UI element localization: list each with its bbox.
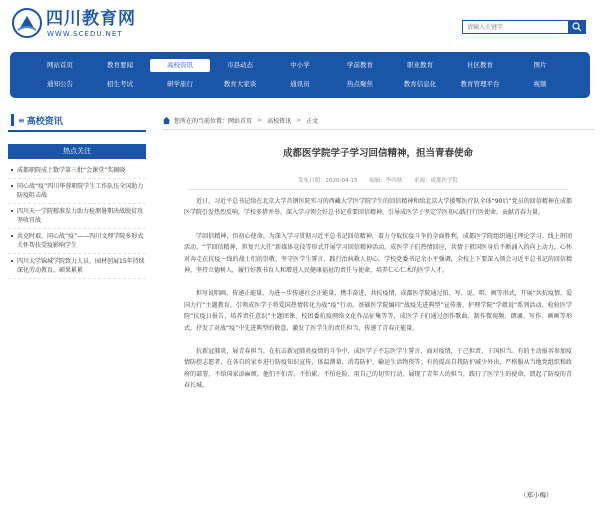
hot-topics-title: 热点关注 [8, 144, 146, 159]
search-button[interactable] [568, 20, 586, 34]
nav-item-school[interactable]: 中小学 [290, 61, 310, 69]
nav-item-news[interactable]: 教育要闻 [107, 61, 133, 69]
breadcrumb-home-link[interactable]: 网站首页 [228, 118, 253, 125]
article-paragraph: 近日，习近平总书记给在北京大学首钢医院实习的西藏大学医学院学生的回信精神和给北京大学援鄂医疗队全体“90后”党员的回信精神在成都医学院引发热烈反响，学校多措并举，深入学习领会好总书记重要回信精神，引导成医学子坚定学医初心践行行医使命，贡献青春力量。 [184, 198, 572, 217]
hot-topic-link[interactable]: 共克时艰，同心战“疫”——四川文理学院多形式关怀帮扶受疫影响学生 [8, 229, 146, 254]
hot-topics-list [8, 159, 146, 279]
sidebar-section-header [8, 110, 146, 132]
breadcrumb-separator-icon: > [296, 117, 302, 124]
site-header [0, 0, 600, 50]
search-input[interactable] [462, 20, 568, 34]
article-paragraph: 学回信精神，悟初心使命。为深入学习贯彻习近平总书记回信精神，着力夺取抗疫斗争的全面胜利，成都医学院组织通过理论学习、线上班团活动、“学回信精神，担复兴大任”新媒体竞技等形式开展学习回信精神活动。成医学子们热情回应，共情于祖国医身后不断涌入的向上动力，心怀对奔走在抗疫一线的战士们的崇敬，坚守医学生誓言，践行治病救人初心。学校党委书记余小平强调，全校上下要深入领会习近平总书记的回信精神，坚持立德树人，履行好教书育人和增进人民健康福祉的责任与使命，培养仁心仁术的医学人才。 [184, 232, 572, 275]
list-icon: ≡ [18, 115, 25, 125]
article-paragraph: 担写说唱画，传递正能量。为进一步传递社会正能量，携手奋进，共抗疫情，成都医学院通过拍、写、说、唱、画等形式，开展“共抗疫情、爱国力行”主题教育，引领成医学子将爱国热情转化为战“疫”行动。基础医学院编印“战疫先进典型”宣传册、护理学院“学姐说”系列活动、检验医学院“抗疫日报告，培养责任意识”主题团课、校团委抗疫网络文化作品征集等等，成医学子们通过创作歌曲、制作微视频、朗诵、写作、画画等形式，抒发了对战“疫”中先进典型的敬意，激发了医学生的责任担当，传递了青春正能量。 [184, 290, 572, 332]
nav-item-forum[interactable]: 教育大家谈 [223, 80, 257, 88]
nav-item-community[interactable]: 社区教育 [467, 61, 493, 69]
section-marker [11, 114, 14, 126]
breadcrumb [162, 112, 594, 130]
article-title: 成都医学院学子学习回信精神，担当青春使命 [282, 148, 473, 159]
nav-item-video[interactable]: 视频 [533, 80, 547, 88]
site-logo-icon[interactable] [12, 8, 42, 38]
article-source: 来源：成都医学院 [413, 178, 458, 184]
site-name[interactable]: 四川教育网 [46, 9, 136, 29]
nav-item-notices[interactable]: 通知公告 [47, 80, 73, 88]
nav-item-pictures[interactable]: 图片 [533, 61, 547, 69]
sidebar-section-title: 高校资讯 [26, 116, 63, 127]
hot-topic-link[interactable]: 成都职院成土数学第三批“会课堂”奖揭晓 [8, 163, 146, 179]
site-url: WWW.SCEDU.NET [47, 30, 123, 38]
article-paragraph: 抗新冠肺炎，展青春担当。在抗击新冠肺炎疫情的斗争中，成医学子不忘医学生誓言，面对疫情，于己担责、于国担当。有的主动报名参加疫情防控志愿者，在各自的家乡进行防疫知识宣传、体温测量、消毒防护、输运生活物资等；有的提高自我防护减少外出，严格服从当地党组织和政府的部署，不给国家添麻烦。他们不怕苦、不怕累、不怕危险，用自己的切实行动，展现了青年人的担当，践行了医学生的使命，凯起了防疫的青春长城。 [184, 348, 572, 390]
article-body [184, 196, 572, 404]
publish-date: 发布日期：2020-04-15 [298, 178, 358, 184]
main-nav [10, 52, 590, 98]
nav-row-2 [30, 78, 570, 91]
nav-item-preschool[interactable]: 学前教育 [347, 61, 373, 69]
breadcrumb-prefix: 您所在的当前位置： [174, 118, 229, 125]
nav-row-1 [30, 59, 570, 72]
article-editor: 编辑：李四秋 [369, 178, 403, 184]
nav-item-hot[interactable]: 热点聚焦 [347, 80, 373, 88]
nav-item-correspondent[interactable]: 通讯员 [290, 80, 310, 88]
hot-topic-link[interactable]: 四川大学锦城学院致力人员、园材创展15年持续深化劳动教育，硕果累累 [8, 254, 146, 279]
nav-item-university[interactable]: 高校资讯 [150, 59, 210, 72]
hot-topic-link[interactable]: 四川天一学院精准发力助力检测暑期决战脱贫攻坚收官战 [8, 204, 146, 229]
search-icon [572, 22, 582, 32]
breadcrumb-current: 正文 [306, 118, 319, 125]
nav-item-home[interactable]: 网站首页 [47, 61, 73, 69]
nav-item-exams[interactable]: 招生考试 [107, 80, 133, 88]
sidebar [8, 110, 146, 279]
nav-item-city[interactable]: 市县动态 [227, 61, 253, 69]
article-meta [162, 176, 594, 184]
nav-item-platform[interactable]: 教育管理平台 [460, 80, 500, 88]
breadcrumb-section-link[interactable]: 高校资讯 [267, 118, 292, 125]
home-icon [162, 116, 171, 125]
nav-item-vocational[interactable]: 职业教育 [407, 61, 433, 69]
breadcrumb-separator-icon: > [257, 117, 263, 124]
article-author: （郑小梅） [520, 491, 553, 499]
divider [188, 189, 568, 190]
nav-item-study-tour[interactable]: 研学旅行 [167, 80, 193, 88]
hot-topic-link[interactable]: 同心战“疫”四川华蓉职院学生工作队伍全国助力防疫阻击战 [8, 179, 146, 204]
nav-item-it[interactable]: 教育信息化 [403, 80, 437, 88]
